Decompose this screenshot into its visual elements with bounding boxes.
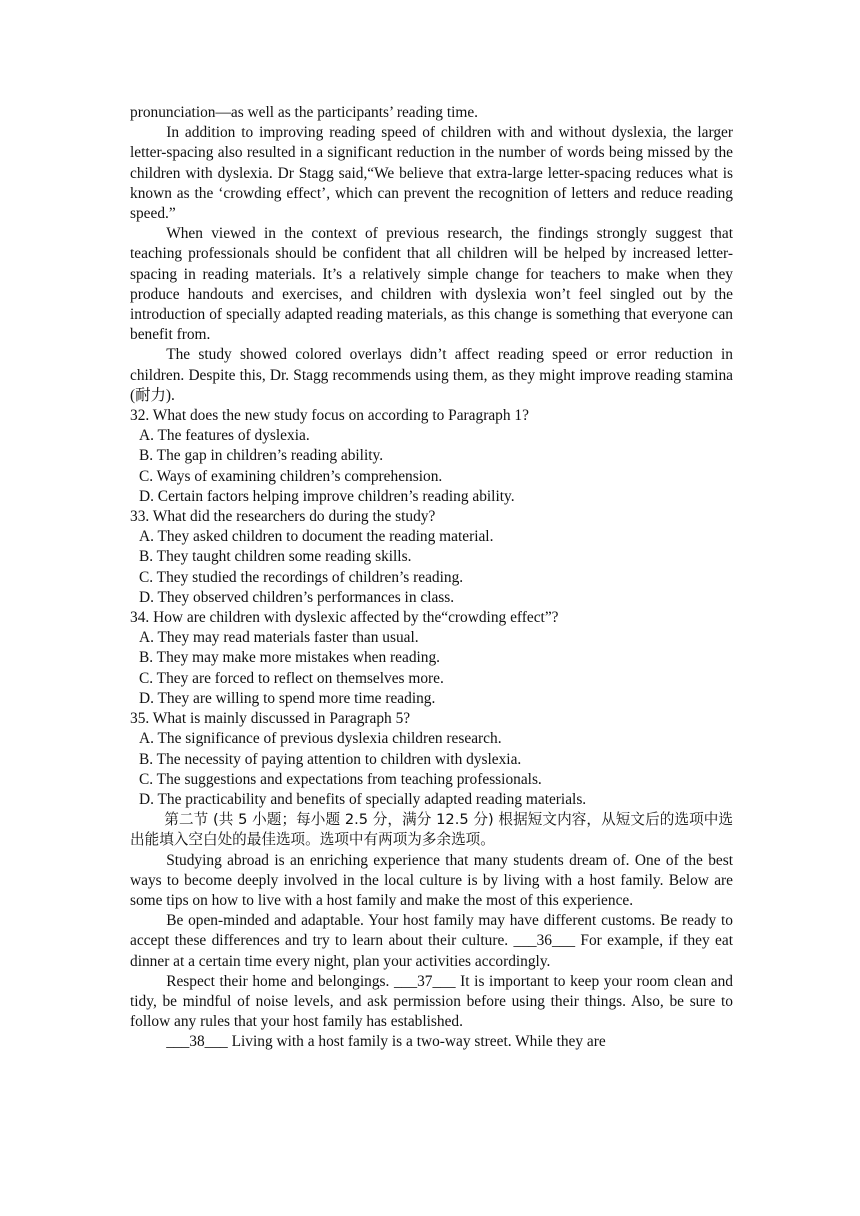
answer-option: C. They are forced to reflect on themselves more.: [139, 669, 444, 687]
question-stem: 34. How are children with dyslexic affected by the“crowding effect”?: [130, 609, 559, 627]
answer-option: A. They asked children to document the reading material.: [139, 528, 494, 546]
question-stem: 35. What is mainly discussed in Paragraph 5?: [130, 710, 411, 728]
question-33: [130, 507, 733, 608]
question-34: [130, 608, 733, 709]
answer-option: B. The gap in children’s reading ability.: [139, 447, 384, 465]
answer-option: D. The practicability and benefits of specially adapted reading materials.: [139, 790, 587, 808]
answer-option: B. They taught children some reading skills.: [139, 548, 412, 566]
passage-paragraph-continuation: pronunciation—as well as the participants’ reading time.: [130, 104, 479, 121]
answer-option: A. They may read materials faster than usual.: [139, 629, 419, 647]
answer-option: B. The necessity of paying attention to children with dyslexia.: [139, 750, 522, 768]
passage-paragraph: When viewed in the context of previous research, the findings strongly suggest that teaching professionals should be confident that all children will be helped by increased letter-spacing in reading materials. It’s a relatively simple change for teachers to make when they produce handouts and exercises, and children with dyslexia won’t feel singled out by the introduction of specially adapted reading materials, as this change is something that everyone can benefit from.: [130, 225, 733, 344]
answer-option: D. Certain factors helping improve children’s reading ability.: [139, 487, 515, 505]
exam-page: [130, 103, 733, 1053]
answer-option: A. The features of dyslexia.: [139, 427, 310, 445]
passage-2-paragraph: Be open-minded and adaptable. Your host family may have different customs. Be ready to accept these differences and try to learn about their culture. ___36___ For example, if they eat dinner at a certain time every night, plan your activities accordingly.: [130, 912, 733, 970]
passage-paragraph: The study showed colored overlays didn’t affect reading speed or error reduction in children. Despite this, Dr. Stagg recommends using them, as they might improve reading stamina (耐力).: [130, 346, 733, 404]
passage-paragraph: In addition to improving reading speed of children with and without dyslexia, the larger letter-spacing also resulted in a significant reduction in the number of words being missed by the children with dyslexia. Dr Stagg said,“We believe that extra-large letter-spacing reduces what is known as the ‘crowding effect’, which can prevent the recognition of letters and reduce reading speed.”: [130, 124, 733, 223]
passage-2-paragraph: Respect their home and belongings. ___37___ It is important to keep your room clean and tidy, be mindful of noise levels, and ask permission before using their things. Also, be sure to follow any rules that your host family has established.: [130, 972, 733, 1031]
answer-option: D. They are willing to spend more time reading.: [139, 689, 436, 707]
answer-option: C. They studied the recordings of children’s reading.: [139, 568, 464, 586]
section-2-instructions: 第二节 (共 5 小题；每小题 2.5 分，满分 12.5 分) 根据短文内容，从短文后的选项中选出能填入空白处的最佳选项。选项中有两项为多余选项。: [130, 811, 733, 849]
passage-2-paragraph: Studying abroad is an enriching experience that many students dream of. One of the best ways to become deeply involved in the local culture is by living with a host family. Below are some tips on how to live with a host family and make the most of this experience.: [130, 851, 733, 909]
question-32: [130, 406, 733, 507]
passage-2-paragraph: ___38___ Living with a host family is a two-way street. While they are: [166, 1033, 606, 1051]
question-35: [130, 709, 733, 810]
answer-option: B. They may make more mistakes when reading.: [139, 649, 441, 667]
question-stem: 32. What does the new study focus on according to Paragraph 1?: [130, 407, 529, 425]
question-stem: 33. What did the researchers do during the study?: [130, 508, 436, 526]
answer-option: A. The significance of previous dyslexia children research.: [139, 730, 502, 748]
answer-option: D. They observed children’s performances in class.: [139, 588, 455, 606]
answer-option: C. Ways of examining children’s comprehension.: [139, 467, 443, 485]
answer-option: C. The suggestions and expectations from teaching professionals.: [139, 770, 542, 788]
